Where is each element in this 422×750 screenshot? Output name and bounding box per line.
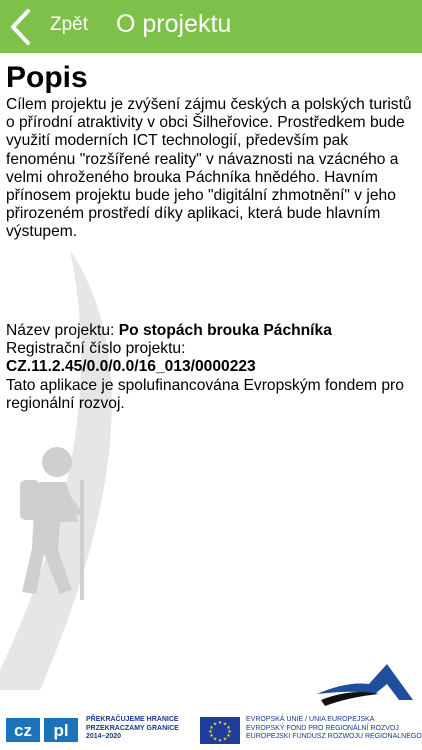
- project-name-value: Po stopách brouka Páchníka: [118, 322, 332, 339]
- eu-flag-icon: [200, 717, 240, 744]
- czpl-logo: [6, 718, 78, 742]
- hiker-icon: [0, 250, 120, 690]
- svg-text:★: ★: [226, 725, 231, 731]
- project-name-label: Název projektu:: [6, 322, 115, 339]
- svg-text:★: ★: [222, 721, 228, 728]
- top-bar: [0, 0, 422, 53]
- description-section: [6, 60, 416, 242]
- svg-text:pl: pl: [53, 721, 69, 740]
- project-name-row: [6, 322, 416, 340]
- svg-text:★: ★: [222, 736, 228, 743]
- eu-text: EVROPSKÁ UNIE / UNIA EUROPEJSKA EVROPSKÝ FOND PRO REGIONÁLNÍ ROZVOJ EUROPEJSKI FUNDUSZ ROZWOJU REGIONALNEGO: [246, 716, 422, 740]
- registration-label: Registrační číslo projektu:: [6, 340, 186, 358]
- svg-text:cz: cz: [14, 721, 32, 740]
- back-button[interactable]: [0, 0, 100, 53]
- svg-text:★: ★: [226, 733, 231, 739]
- funding-note: Tato aplikace je spolufinancována Evropským fondem pro regionální rozvoj.: [6, 376, 404, 412]
- mountain-logo-icon: [315, 660, 415, 710]
- czpl-slogan: PŘEKRAČUJEME HRANICE PRZEKRACZAMY GRANICE 2014–2020: [86, 716, 179, 740]
- svg-text:★: ★: [208, 729, 213, 735]
- svg-text:★: ★: [217, 738, 223, 744]
- section-heading: Popis: [6, 61, 88, 94]
- page-title: O projektu: [116, 10, 232, 38]
- svg-text:★: ★: [212, 721, 218, 728]
- svg-text:★: ★: [209, 733, 214, 739]
- registration-number: CZ.11.2.45/0.0/0.0/16_013/0000223: [6, 358, 256, 376]
- back-label: Zpět: [50, 14, 89, 35]
- description-text: Cílem projektu je zvýšení zájmu českých a polských turistů o přírodní atraktivity v obci Šilheřovice. Prostředkem bude využití moderních ICT technologií, především pak fenoménu "rozšířené reality" v návaznosti na vzácného a velmi ohroženého brouka Páchníka hnědého. Havním přínosem projektu bude jeho "digitální zhmotnění" v jeho přirozeném prostředí díky aplikaci, která bude hlavním výstupem.: [6, 96, 412, 241]
- svg-text:★: ★: [212, 736, 218, 743]
- svg-text:★: ★: [217, 720, 223, 726]
- footer-logos: [0, 710, 422, 750]
- chevron-left-icon: [8, 8, 32, 46]
- project-info: [6, 322, 416, 413]
- svg-text:★: ★: [209, 725, 214, 731]
- svg-text:★: ★: [227, 729, 232, 735]
